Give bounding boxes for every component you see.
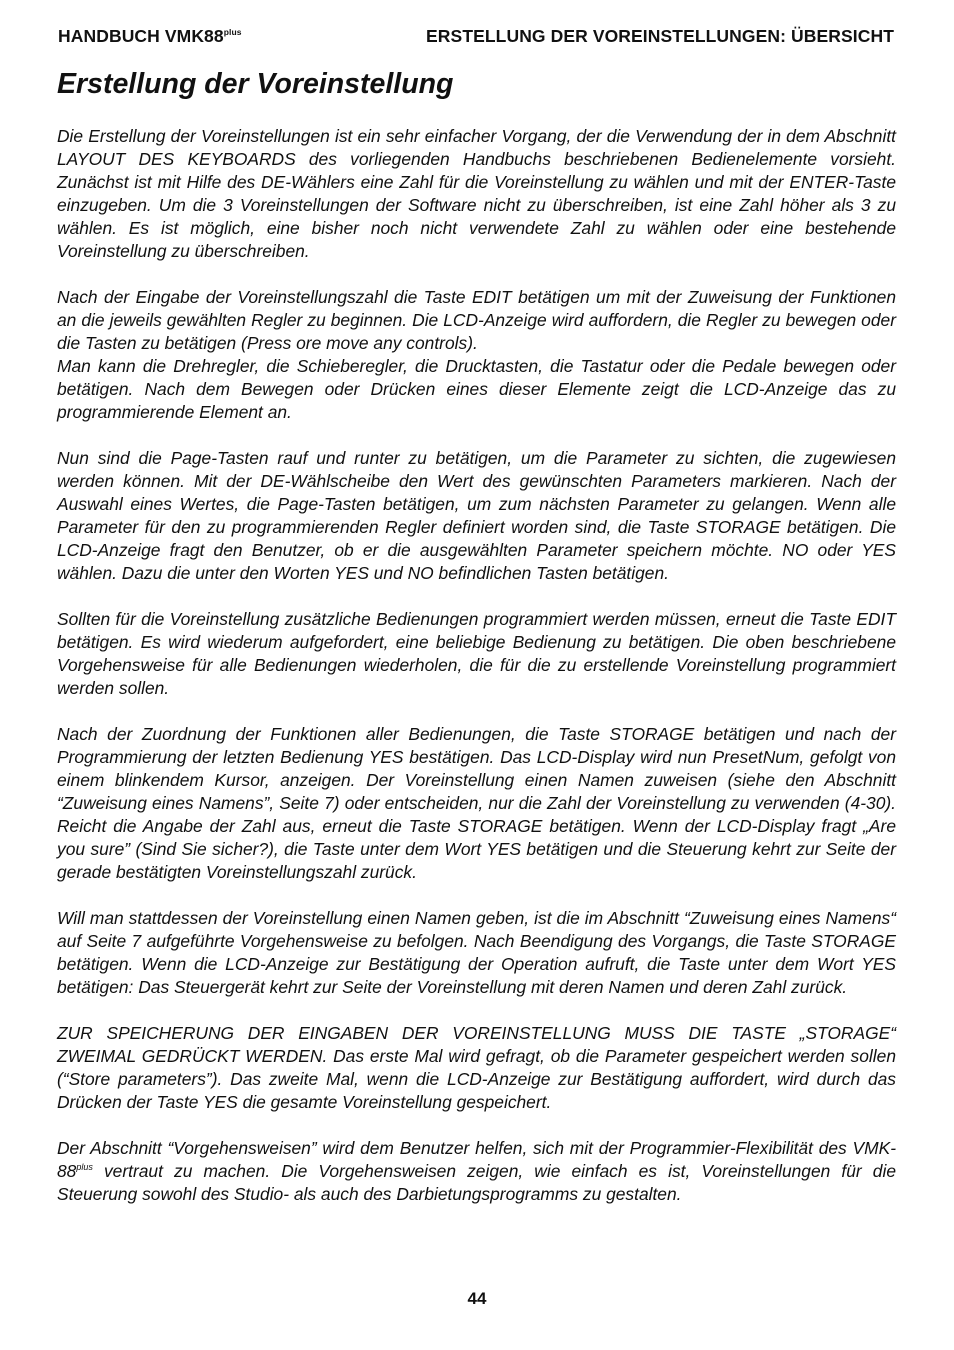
paragraph-9-start: Der Abschnitt “Vorgehensweisen” wird dem Benutzer helfen, sich mit der Programmier-Flexibilität des VMK-88 (57, 1138, 896, 1181)
paragraph-7: Will man stattdessen der Voreinstellung einen Namen geben, ist die im Abschnitt “Zuweisung eines Namens“ auf Seite 7 aufgeführte Vorgehensweise zu befolgen. Nach Beendigung des Vorgangs, die Taste STORAGE betätigen. Wenn die LCD-Anzeige zur Bestätigung der Operation aufruft, die Taste unter dem Wort YES betätigen: Das Steuergerät kehrt zur Seite der Voreinstellung mit deren Namen und deren Zahl zurück. (57, 908, 896, 997)
paragraph-5: Sollten für die Voreinstellung zusätzliche Bedienungen programmiert werden müssen, erneut die Taste EDIT betätigen. Es wird wiederum aufgefordert, eine beliebige Bedienung zu betätigen. Die oben beschriebene Vorgehensweise für alle Bedienungen wiederholen, die für die zu erstellende Voreinstellung programmiert werden sollen. (57, 609, 896, 698)
paragraph-1: Die Erstellung der Voreinstellungen ist ein sehr einfacher Vorgang, der die Verwendung der in dem Abschnitt LAYOUT DES KEYBOARDS des vorliegenden Handbuchs beschriebenen Bedienelemente vorsieht. Zunächst ist mit Hilfe des DE-Wählers eine Zahl für die Voreinstellung zu wählen und mit der ENTER-Taste einzugeben. Um die 3 Voreinstellungen der Software nicht zu überschreiben, ist eine Zahl höher als 3 zu wählen. Es ist möglich, eine bisher noch nicht verwendete Zahl zu wählen oder eine bestehende Voreinstellung zu überschreiben. (57, 126, 896, 261)
paragraph-9 (57, 1137, 896, 1206)
paragraph-9-sup: plus (76, 1162, 93, 1172)
paragraph-8: ZUR SPEICHERUNG DER EINGABEN DER VOREINSTELLUNG MUSS DIE TASTE „STORAGE“ ZWEIMAL GEDRÜCKT WERDEN. Das erste Mal wird gefragt, ob die Parameter gespeichert werden sollen (“Store parameters”). Das zweite Mal, wenn die LCD-Anzeige zur Bestätigung auffordert, wird durch das Drücken der Taste YES die gesamte Voreinstellung gespeichert. (57, 1023, 896, 1112)
header-manual-title: HANDBUCH VMK88 (58, 26, 224, 46)
page-number: 44 (467, 1289, 487, 1308)
paragraph-9-end: vertraut zu machen. Die Vorgehensweisen zeigen, wie einfach es ist, Voreinstellungen für die Steuerung sowohl des Studio- als auch des Darbietungsprogramms zu gestalten. (57, 1161, 896, 1204)
paragraph-6: Nach der Zuordnung der Funktionen aller Bedienungen, die Taste STORAGE betätigen und nach der Programmierung der letzten Bedienung YES bestätigen. Das LCD-Display wird nun PresetNum, gefolgt von einem blinkendem Kursor, anzeigen. Der Voreinstellung einen Namen zuweisen (siehe den Abschnitt “Zuweisung eines Namens”, Seite 7) oder entscheiden, nur die Zahl der Voreinstellung zu verwenden (4-30). Reicht die Angabe der Zahl aus, erneut die Taste STORAGE betätigen. Wenn der LCD-Display fragt „Are you sure” (Sind Sie sicher?), die Taste unter dem Wort YES betätigen und die Steuerung kehrt zur Seite der gerade bestätigten Voreinstellungszahl zurück. (57, 724, 896, 882)
header-manual-sup: plus (223, 27, 242, 38)
body-text (57, 125, 896, 1229)
page-title: Erstellung der Voreinstellung (57, 68, 454, 100)
header-manual-name (58, 26, 242, 47)
page-header (58, 26, 894, 50)
paragraph-4: Nun sind die Page-Tasten rauf und runter zu betätigen, um die Parameter zu sichten, die zugewiesen werden können. Mit der DE-Wählscheibe den Wert des gewünschten Parameters markieren. Nach der Auswahl eines Wertes, die Page-Tasten betätigen, um zum nächsten Parameter zu gelangen. Wenn alle Parameter für den zu programmierenden Regler definiert worden sind, die Taste STORAGE betätigen. Die LCD-Anzeige fragt den Benutzer, ob er die ausgewählten Parameter speichern möchte. NO oder YES wählen. Dazu die unter den Worten YES und NO befindlichen Tasten betätigen. (57, 448, 896, 583)
paragraph-3: Man kann die Drehregler, die Schieberegler, die Drucktasten, die Tastatur oder die Pedale bewegen oder betätigen. Nach dem Bewegen oder Drücken eines dieser Elemente zeigt die LCD-Anzeige das zu programmierende Element an. (57, 356, 896, 422)
paragraph-2: Nach der Eingabe der Voreinstellungszahl die Taste EDIT betätigen um mit der Zuweisung der Funktionen an die jeweils gewählten Regler zu beginnen. Die LCD-Anzeige wird auffordern, die Regler zu bewegen oder die Tasten zu betätigen (Press ore move any controls). (57, 287, 896, 353)
header-section-title: ERSTELLUNG DER VOREINSTELLUNGEN: ÜBERSICHT (426, 26, 894, 46)
